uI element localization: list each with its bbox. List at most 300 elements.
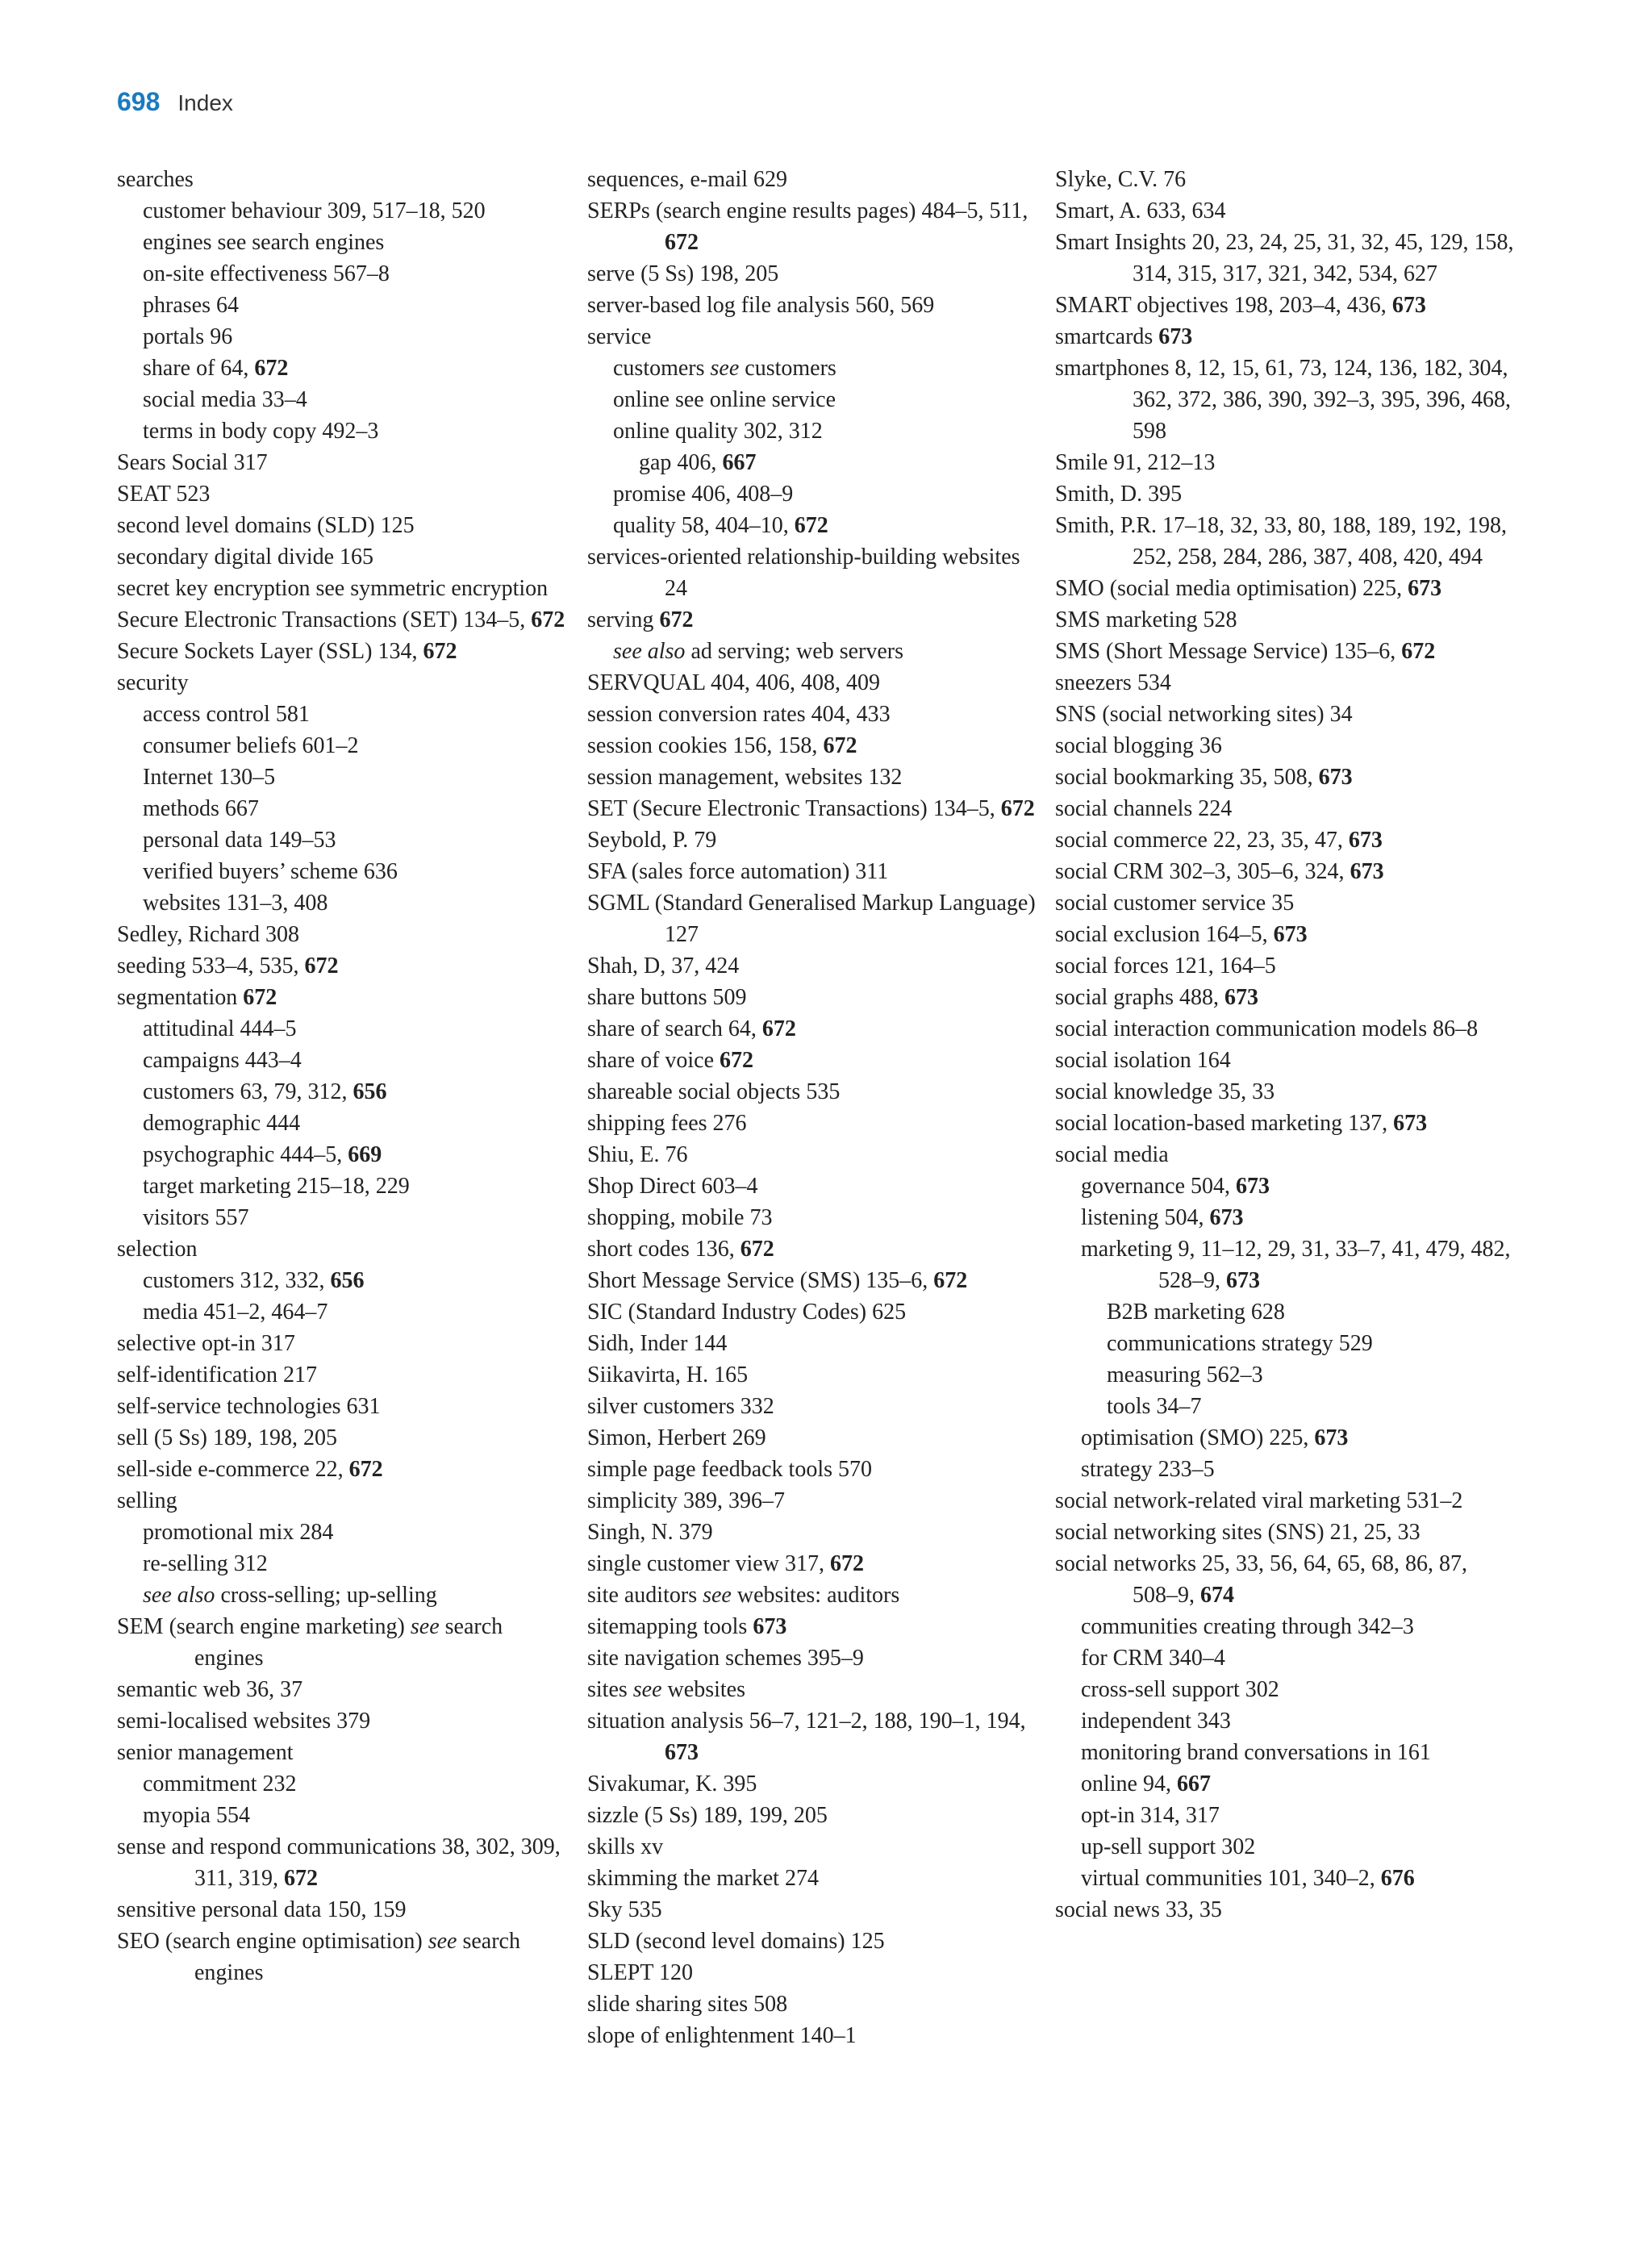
entry-text: customer behaviour 309, 517–18, 520 — [143, 198, 486, 223]
index-entry — [117, 447, 577, 478]
index-entry — [587, 1517, 1047, 1548]
index-entry — [1055, 856, 1515, 887]
index-entry — [1055, 1894, 1515, 1926]
index-entry — [587, 950, 1047, 982]
entry-text: social commerce 22, 23, 35, 47, — [1055, 828, 1349, 853]
index-entry — [587, 667, 1047, 699]
index-entry — [587, 1863, 1047, 1894]
entry-text: social news 33, 35 — [1055, 1897, 1222, 1922]
index-entry — [587, 730, 1047, 762]
entry-text: short codes 136, — [587, 1237, 740, 1262]
entry-text: SFA (sales force automation) 311 — [587, 859, 889, 884]
entry-text: site navigation schemes 395–9 — [587, 1646, 864, 1671]
index-subentry — [587, 510, 1047, 541]
index-entry — [587, 1831, 1047, 1863]
index-entry — [117, 604, 577, 636]
entry-text: server-based log file analysis 560, 569 — [587, 293, 935, 318]
entry-text: communities creating through 342–3 — [1081, 1614, 1414, 1639]
entry-text: social forces 121, 164–5 — [1055, 953, 1276, 979]
index-subentry — [587, 415, 1047, 447]
index-subentry — [1055, 1422, 1515, 1454]
index-entry — [587, 762, 1047, 793]
page-ref-bold: 672 — [823, 733, 857, 758]
index-subentry — [117, 1517, 577, 1548]
entry-text: Sears Social 317 — [117, 450, 268, 475]
index-entry — [587, 1296, 1047, 1328]
entry-text: social location-based marketing 137, — [1055, 1111, 1394, 1136]
entry-text: social media — [1055, 1142, 1169, 1167]
index-entry — [117, 510, 577, 541]
cross-ref-italic: see also — [613, 639, 686, 664]
index-column-right — [1055, 164, 1515, 1926]
index-subentry — [1055, 1800, 1515, 1831]
index-entry — [587, 1076, 1047, 1108]
entry-text: online 94, — [1081, 1771, 1177, 1796]
entry-text: websites: auditors — [731, 1583, 900, 1608]
page-ref-bold: 673 — [1318, 765, 1353, 790]
index-subentry — [1055, 1768, 1515, 1800]
page-ref-bold: 673 — [1226, 1268, 1260, 1293]
entry-text: communications strategy 529 — [1107, 1331, 1373, 1356]
index-entry — [587, 1579, 1047, 1611]
index-subentry — [117, 1202, 577, 1233]
entry-text: portals 96 — [143, 324, 233, 349]
entry-text: slope of enlightenment 140–1 — [587, 2023, 857, 2048]
entry-text: customers — [739, 356, 836, 381]
index-entry — [1055, 793, 1515, 824]
entry-text: SEM (search engine marketing) — [117, 1614, 411, 1639]
entry-text: commitment 232 — [143, 1771, 297, 1796]
page-ref-bold: 672 — [761, 1016, 796, 1041]
page-ref-bold: 672 — [933, 1268, 968, 1293]
entry-text: media 451–2, 464–7 — [143, 1300, 328, 1325]
entry-text: service — [587, 324, 652, 349]
entry-text: session conversion rates 404, 433 — [587, 702, 891, 727]
index-subentry — [117, 856, 577, 887]
entry-text: segmentation — [117, 985, 244, 1010]
cross-ref-italic: see — [710, 356, 740, 381]
index-subentry — [1055, 1296, 1515, 1328]
page-ref-bold: 673 — [1209, 1205, 1244, 1230]
index-subentry — [117, 699, 577, 730]
entry-text: selective opt-in 317 — [117, 1331, 295, 1356]
entry-text: session cookies 156, 158, — [587, 733, 824, 758]
entry-text: campaigns 443–4 — [143, 1048, 302, 1073]
index-subentry — [1055, 1705, 1515, 1737]
index-subentry — [117, 824, 577, 856]
page-ref-bold: 673 — [1348, 828, 1383, 853]
entry-text: opt-in 314, 317 — [1081, 1803, 1220, 1828]
index-entry — [117, 541, 577, 573]
entry-text: SGML (Standard Generalised Markup Language) 127 — [587, 891, 1036, 947]
index-entry — [587, 1705, 1047, 1768]
entry-text: SLD (second level domains) 125 — [587, 1929, 885, 1954]
entry-text: access control 581 — [143, 702, 310, 727]
entry-text: for CRM 340–4 — [1081, 1646, 1225, 1671]
entry-text: SERPs (search engine results pages) 484–5, 511, — [587, 198, 1028, 223]
entry-text: quality 58, 404–10, — [613, 513, 795, 538]
index-entry — [1055, 636, 1515, 667]
entry-text: promotional mix 284 — [143, 1520, 334, 1545]
index-entry — [1055, 1045, 1515, 1076]
index-entry — [117, 1674, 577, 1705]
entry-text: verified buyers’ scheme 636 — [143, 859, 398, 884]
cross-ref-italic: see — [703, 1583, 732, 1608]
index-entry — [1055, 478, 1515, 510]
entry-text: Seybold, P. 79 — [587, 828, 717, 853]
entry-text: self-service technologies 631 — [117, 1394, 381, 1419]
entry-text: visitors 557 — [143, 1205, 249, 1230]
page-ref-bold: 673 — [1273, 922, 1308, 947]
index-subentry — [1055, 1454, 1515, 1485]
entry-text: social customer service 35 — [1055, 891, 1295, 916]
entry-text: SEAT 523 — [117, 482, 211, 507]
entry-text: virtual communities 101, 340–2, — [1081, 1866, 1381, 1891]
entry-text: share of voice — [587, 1048, 720, 1073]
entry-text: customers 63, 79, 312, — [143, 1079, 353, 1104]
index-entry — [587, 887, 1047, 950]
index-entry — [587, 1170, 1047, 1202]
index-entry — [587, 1391, 1047, 1422]
index-subentry — [1055, 1391, 1515, 1422]
entry-text: cross-sell support 302 — [1081, 1677, 1279, 1702]
entry-text: Smile 91, 212–13 — [1055, 450, 1216, 475]
index-entry — [1055, 887, 1515, 919]
entry-text: Internet 130–5 — [143, 765, 276, 790]
entry-text: semantic web 36, 37 — [117, 1677, 303, 1702]
entry-text: share of search 64, — [587, 1016, 762, 1041]
index-subentry — [117, 1800, 577, 1831]
entry-text: single customer view 317, — [587, 1551, 830, 1576]
index-entry — [1055, 1517, 1515, 1548]
page-ref-bold: 672 — [720, 1048, 754, 1073]
entry-text: social blogging 36 — [1055, 733, 1222, 758]
entry-text: attitudinal 444–5 — [143, 1016, 297, 1041]
entry-text: Smith, P.R. 17–18, 32, 33, 80, 188, 189, 192, 198, 252, 258, 284, 286, 387, 408, 420, 494 — [1055, 513, 1508, 570]
index-entry — [587, 1800, 1047, 1831]
entry-text: tools 34–7 — [1107, 1394, 1202, 1419]
entry-text: measuring 562–3 — [1107, 1362, 1263, 1387]
index-subentry — [117, 1296, 577, 1328]
index-subentry — [587, 384, 1047, 415]
entry-text: searches — [117, 167, 194, 192]
index-subentry — [1055, 1233, 1515, 1296]
index-entry — [1055, 699, 1515, 730]
index-entry — [587, 1894, 1047, 1926]
entry-text: sneezers 534 — [1055, 670, 1171, 695]
index-subentry — [587, 478, 1047, 510]
entry-text: social media 33–4 — [143, 387, 307, 412]
index-entry — [117, 1454, 577, 1485]
index-entry — [1055, 919, 1515, 950]
index-subentry — [117, 1170, 577, 1202]
entry-text: re-selling 312 — [143, 1551, 268, 1576]
entry-text: shareable social objects 535 — [587, 1079, 841, 1104]
entry-text: sell (5 Ss) 189, 198, 205 — [117, 1425, 337, 1450]
index-subentry — [117, 1013, 577, 1045]
index-column-left — [117, 164, 577, 1988]
entry-text: senior management — [117, 1740, 294, 1765]
entry-text: social network-related viral marketing 531–2 — [1055, 1488, 1463, 1513]
entry-text: social networking sites (SNS) 21, 25, 33 — [1055, 1520, 1420, 1545]
page-ref-bold: 673 — [1391, 293, 1426, 318]
index-subentry — [1055, 1170, 1515, 1202]
page-ref-bold: 672 — [740, 1237, 774, 1262]
index-entry — [1055, 1548, 1515, 1611]
index-subentry — [117, 1768, 577, 1800]
entry-text: Smart, A. 633, 634 — [1055, 198, 1226, 223]
entry-text: SMS (Short Message Service) 135–6, — [1055, 639, 1402, 664]
index-entry — [587, 1611, 1047, 1642]
page-ref-bold: 667 — [722, 450, 757, 475]
index-entry — [587, 290, 1047, 321]
page-ref-bold: 673 — [1158, 324, 1193, 349]
entry-text: B2B marketing 628 — [1107, 1300, 1285, 1325]
index-entry — [587, 1233, 1047, 1265]
entry-text: SET (Secure Electronic Transactions) 134–5, — [587, 796, 1001, 821]
index-entry — [117, 1485, 577, 1517]
entry-text: social knowledge 35, 33 — [1055, 1079, 1275, 1104]
entry-text: on-site effectiveness 567–8 — [143, 261, 390, 286]
index-entry — [587, 1768, 1047, 1800]
index-subentry — [1055, 1642, 1515, 1674]
index-entry — [117, 1359, 577, 1391]
entry-text: methods 667 — [143, 796, 259, 821]
entry-text: SMART objectives 198, 203–4, 436, — [1055, 293, 1392, 318]
index-entry — [587, 541, 1047, 604]
entry-text: SLEPT 120 — [587, 1960, 693, 1985]
page-ref-bold: 673 — [1408, 576, 1442, 601]
page-ref-bold: 672 — [659, 607, 694, 632]
index-subentry — [117, 290, 577, 321]
entry-text: selling — [117, 1488, 177, 1513]
index-subentry — [587, 353, 1047, 384]
entry-text: self-identification 217 — [117, 1362, 318, 1387]
index-entry — [587, 2020, 1047, 2051]
entry-text: Singh, N. 379 — [587, 1520, 713, 1545]
index-entry — [1055, 447, 1515, 478]
index-entry — [587, 321, 1047, 353]
entry-text: Short Message Service (SMS) 135–6, — [587, 1268, 934, 1293]
index-entry — [117, 982, 577, 1013]
entry-text: Sivakumar, K. 395 — [587, 1771, 757, 1796]
index-entry — [587, 258, 1047, 290]
index-entry — [587, 1454, 1047, 1485]
index-entry — [1055, 950, 1515, 982]
entry-text: Sedley, Richard 308 — [117, 922, 300, 947]
index-subentry — [117, 1045, 577, 1076]
index-entry — [1055, 982, 1515, 1013]
entry-text: SNS (social networking sites) 34 — [1055, 702, 1353, 727]
entry-text: governance 504, — [1081, 1174, 1237, 1199]
index-subentry — [1055, 1202, 1515, 1233]
entry-text: customers 312, 332, — [143, 1268, 331, 1293]
entry-text: psychographic 444–5, — [143, 1142, 348, 1167]
index-entry — [587, 824, 1047, 856]
entry-text: monitoring brand conversations in 161 — [1081, 1740, 1431, 1765]
page-ref-bold: 673 — [1224, 985, 1258, 1010]
page-header — [117, 87, 233, 136]
entry-text: Smart Insights 20, 23, 24, 25, 31, 32, 45, 129, 158, 314, 315, 317, 321, 342, 534, 627 — [1055, 230, 1514, 286]
page-ref-bold: 673 — [1393, 1111, 1428, 1136]
index-subentry — [117, 1579, 577, 1611]
index-entry — [117, 919, 577, 950]
entry-text: marketing 9, 11–12, 29, 31, 33–7, 41, 479, 482, 528–9, — [1081, 1237, 1511, 1293]
entry-text: second level domains (SLD) 125 — [117, 513, 415, 538]
index-subentry — [1055, 1831, 1515, 1863]
page-ref-bold: 656 — [330, 1268, 365, 1293]
cross-ref-italic: see also — [143, 1583, 215, 1608]
entry-text: social interaction communication models 86–8 — [1055, 1016, 1479, 1041]
index-entry — [1055, 1485, 1515, 1517]
entry-text: Secure Sockets Layer (SSL) 134, — [117, 639, 423, 664]
entry-text: simple page feedback tools 570 — [587, 1457, 873, 1482]
index-subentry — [1055, 1737, 1515, 1768]
index-entry — [117, 1737, 577, 1768]
page-ref-bold: 672 — [794, 513, 828, 538]
index-subentry — [117, 762, 577, 793]
entry-text: Secure Electronic Transactions (SET) 134–5, — [117, 607, 532, 632]
index-entry — [1055, 1139, 1515, 1170]
entry-text: serve (5 Ss) 198, 205 — [587, 261, 779, 286]
page-ref-bold: 669 — [348, 1142, 382, 1167]
index-entry — [1055, 573, 1515, 604]
index-subentry — [587, 636, 1047, 667]
page-ref-bold: 673 — [1236, 1174, 1270, 1199]
index-entry — [1055, 353, 1515, 447]
entry-text: smartcards — [1055, 324, 1159, 349]
index-entry — [587, 1485, 1047, 1517]
index-entry — [117, 1328, 577, 1359]
index-subentry — [117, 321, 577, 353]
entry-text: Smith, D. 395 — [1055, 482, 1183, 507]
page-ref-bold: 674 — [1200, 1583, 1234, 1608]
entry-text: Shiu, E. 76 — [587, 1142, 688, 1167]
index-subentry — [117, 1139, 577, 1170]
entry-text: consumer beliefs 601–2 — [143, 733, 359, 758]
entry-text: customers — [613, 356, 711, 381]
entry-text: social isolation 164 — [1055, 1048, 1231, 1073]
index-entry — [117, 1233, 577, 1265]
section-title: Index — [177, 90, 233, 115]
index-entry — [117, 1894, 577, 1926]
page-ref-bold: 673 — [1314, 1425, 1349, 1450]
index-subentry — [1055, 1328, 1515, 1359]
page-ref-bold: 673 — [665, 1740, 699, 1765]
entry-text: skimming the market 274 — [587, 1866, 819, 1891]
entry-text: security — [117, 670, 189, 695]
entry-text: social networks 25, 33, 56, 64, 65, 68, 86, 87, 508–9, — [1055, 1551, 1467, 1608]
index-subentry — [117, 1108, 577, 1139]
entry-text: silver customers 332 — [587, 1394, 774, 1419]
entry-text: SMO (social media optimisation) 225, — [1055, 576, 1408, 601]
entry-text: sitemapping tools — [587, 1614, 753, 1639]
entry-text: serving — [587, 607, 660, 632]
index-entry — [587, 1926, 1047, 1957]
index-subentry — [117, 195, 577, 227]
entry-text: terms in body copy 492–3 — [143, 419, 379, 444]
entry-text: search engines — [194, 1614, 503, 1671]
index-entry — [117, 1422, 577, 1454]
page-number: 698 — [117, 87, 161, 116]
index-entry — [117, 1831, 577, 1894]
index-entry — [1055, 164, 1515, 195]
entry-text: situation analysis 56–7, 121–2, 188, 190–1, 194, — [587, 1709, 1026, 1734]
index-entry — [117, 1705, 577, 1737]
entry-text: gap 406, — [639, 450, 723, 475]
index-entry — [587, 1013, 1047, 1045]
index-entry — [1055, 762, 1515, 793]
index-entry — [1055, 510, 1515, 573]
index-entry — [587, 1988, 1047, 2020]
page-ref-bold: 672 — [283, 1866, 318, 1891]
cross-ref-italic: see — [632, 1677, 662, 1702]
index-subentry — [117, 353, 577, 384]
page-ref-bold: 667 — [1177, 1771, 1211, 1796]
index-entry — [587, 1108, 1047, 1139]
entry-text: Simon, Herbert 269 — [587, 1425, 766, 1450]
entry-text: websites — [661, 1677, 745, 1702]
index-subentry — [117, 227, 577, 258]
entry-text: smartphones 8, 12, 15, 61, 73, 124, 136, 182, 304, 362, 372, 386, 390, 392–3, 395, 396, 468, 598 — [1055, 356, 1511, 444]
entry-text: websites 131–3, 408 — [143, 891, 328, 916]
entry-text: Sidh, Inder 144 — [587, 1331, 728, 1356]
entry-text: up-sell support 302 — [1081, 1834, 1256, 1859]
page-ref-bold: 656 — [353, 1079, 387, 1104]
entry-text: phrases 64 — [143, 293, 239, 318]
page-ref-bold: 673 — [1350, 859, 1384, 884]
index-entry — [1055, 1013, 1515, 1045]
entry-text: sizzle (5 Ss) 189, 199, 205 — [587, 1803, 828, 1828]
entry-text: sensitive personal data 150, 159 — [117, 1897, 407, 1922]
entry-text: seeding 533–4, 535, — [117, 953, 305, 979]
index-entry — [1055, 195, 1515, 227]
index-entry — [587, 1045, 1047, 1076]
index-entry — [587, 1548, 1047, 1579]
entry-text: independent 343 — [1081, 1709, 1231, 1734]
entry-text: slide sharing sites 508 — [587, 1992, 788, 2017]
entry-text: promise 406, 408–9 — [613, 482, 794, 507]
index-entry — [117, 636, 577, 667]
entry-text: sites — [587, 1677, 633, 1702]
entry-text: engines see search engines — [143, 230, 385, 255]
index-entry — [117, 164, 577, 195]
entry-text: SMS marketing 528 — [1055, 607, 1237, 632]
entry-text: SERVQUAL 404, 406, 408, 409 — [587, 670, 881, 695]
entry-text: online see online service — [613, 387, 836, 412]
index-entry — [587, 164, 1047, 195]
page-ref-bold: 676 — [1380, 1866, 1415, 1891]
index-subentry — [587, 447, 1047, 478]
index-entry — [587, 195, 1047, 258]
index-entry — [117, 950, 577, 982]
entry-text: listening 504, — [1081, 1205, 1210, 1230]
index-entry — [587, 856, 1047, 887]
index-entry — [587, 982, 1047, 1013]
entry-text: SIC (Standard Industry Codes) 625 — [587, 1300, 907, 1325]
index-subentry — [1055, 1611, 1515, 1642]
page-ref-bold: 672 — [665, 230, 699, 255]
cross-ref-italic: see — [410, 1614, 440, 1639]
index-entry — [1055, 321, 1515, 353]
index-subentry — [1055, 1863, 1515, 1894]
entry-text: Slyke, C.V. 76 — [1055, 167, 1187, 192]
entry-text: sequences, e-mail 629 — [587, 167, 788, 192]
page-ref-bold: 672 — [423, 639, 457, 664]
entry-text: target marketing 215–18, 229 — [143, 1174, 410, 1199]
index-subentry — [117, 415, 577, 447]
entry-text: online quality 302, 312 — [613, 419, 823, 444]
